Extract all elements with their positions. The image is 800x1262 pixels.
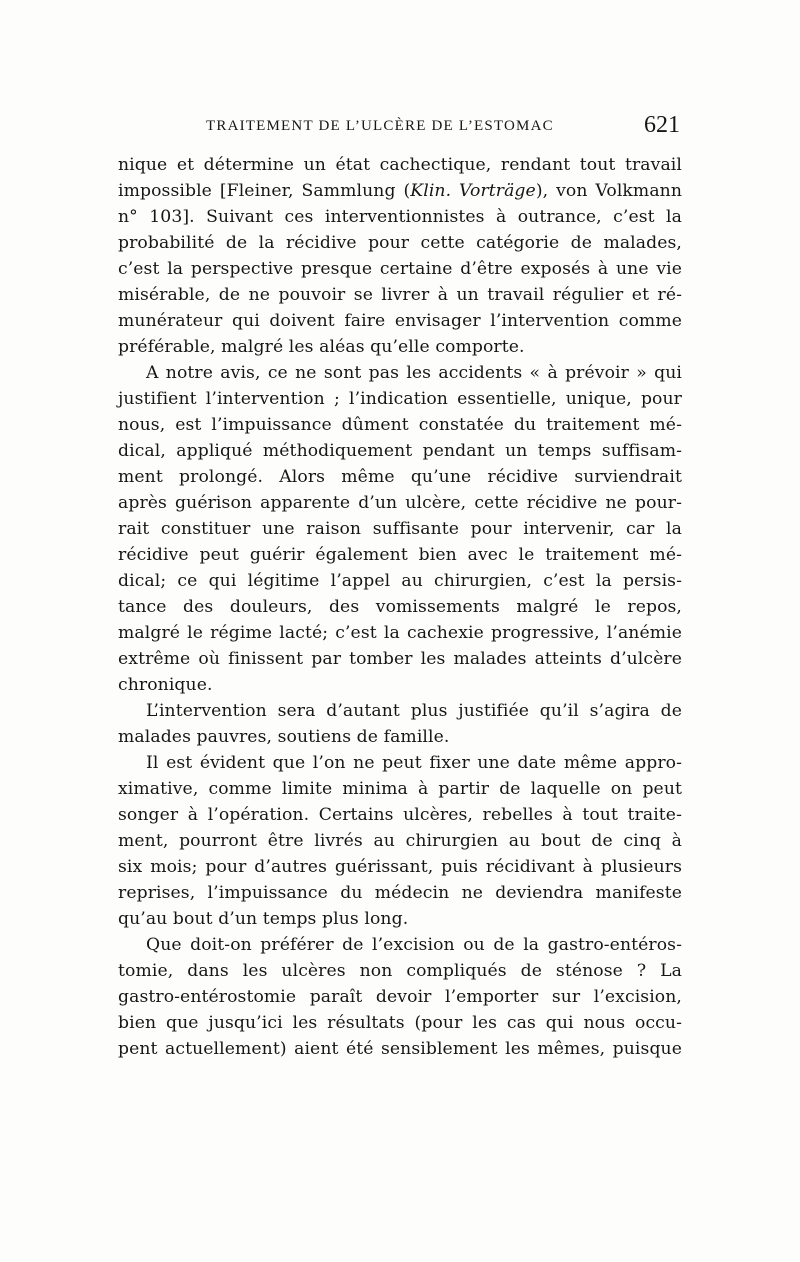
- text-line: pent actuellement) aient été sensiblement les mêmes, puisque: [118, 1039, 682, 1059]
- text-line: malades pauvres, soutiens de famille.: [118, 727, 450, 747]
- text-line: ment prolongé. Alors même qu’une récidive surviendrait: [118, 467, 682, 487]
- text-line: qu’au bout d’un temps plus long.: [118, 909, 409, 929]
- text-line: songer à l’opération. Certains ulcères, rebelles à tout traite-: [118, 805, 682, 825]
- running-head: [118, 112, 682, 146]
- text-line: rait constituer une raison suffisante pour intervenir, car la: [118, 519, 682, 539]
- text-line: justifient l’intervention ; l’indication essentielle, unique, pour: [118, 389, 682, 409]
- text-line: n° 103]. Suivant ces interventionnistes à outrance, c’est la: [118, 207, 682, 227]
- text-line: probabilité de la récidive pour cette catégorie de malades,: [118, 233, 682, 253]
- text-line: nique et détermine un état cachectique, rendant tout travail: [118, 155, 682, 175]
- text-line: A notre avis, ce ne sont pas les accidents « à prévoir » qui: [146, 363, 682, 383]
- text-line: reprises, l’impuissance du médecin ne deviendra manifeste: [118, 883, 682, 903]
- text-line: impossible [Fleiner, Sammlung (Klin. Vorträge), von Volkmann: [118, 181, 683, 201]
- paragraph-5: [118, 932, 682, 1062]
- paragraph-2: [118, 360, 682, 698]
- page-number: 621: [644, 112, 680, 138]
- text-line: c’est la perspective presque certaine d’être exposés à une vie: [118, 259, 682, 279]
- paragraph-4: [118, 750, 682, 932]
- text-line: L’intervention sera d’autant plus justifiée qu’il s’agira de: [146, 701, 682, 721]
- text-line: ment, pourront être livrés au chirurgien au bout de cinq à: [118, 831, 682, 851]
- text-line: dical; ce qui légitime l’appel au chirurgien, c’est la persis-: [118, 571, 682, 591]
- text-line: après guérison apparente d’un ulcère, cette récidive ne pour-: [118, 493, 682, 513]
- text-line: ximative, comme limite minima à partir de laquelle on peut: [118, 779, 682, 799]
- text-line: malgré le régime lacté; c’est la cachexie progressive, l’anémie: [118, 623, 682, 643]
- citation-title: Klin. Vorträge: [410, 181, 536, 201]
- paragraph-1: [118, 152, 682, 360]
- text-line: six mois; pour d’autres guérissant, puis récidivant à plusieurs: [118, 857, 682, 877]
- text-line: Il est évident que l’on ne peut fixer une date même appro-: [146, 753, 682, 773]
- text-line: extrême où finissent par tomber les malades atteints d’ulcère: [118, 649, 682, 669]
- text-line: chronique.: [118, 675, 213, 695]
- text-line: misérable, de ne pouvoir se livrer à un travail régulier et ré-: [118, 285, 682, 305]
- running-title: TRAITEMENT DE L’ULCÈRE DE L’ESTOMAC: [206, 118, 554, 134]
- text-line: récidive peut guérir également bien avec le traitement mé-: [118, 545, 682, 565]
- body-text: [118, 152, 682, 1062]
- text-line: gastro-entérostomie paraît devoir l’emporter sur l’excision,: [118, 987, 682, 1007]
- text-line: nous, est l’impuissance dûment constatée du traitement mé-: [118, 415, 682, 435]
- text-line: bien que jusqu’ici les résultats (pour les cas qui nous occu-: [118, 1013, 682, 1033]
- paragraph-3: [118, 698, 682, 750]
- text-line: dical, appliqué méthodiquement pendant un temps suffisam-: [118, 441, 682, 461]
- text-line: munérateur qui doivent faire envisager l’intervention comme: [118, 311, 682, 331]
- text-line: tance des douleurs, des vomissements malgré le repos,: [118, 597, 682, 617]
- text-line: tomie, dans les ulcères non compliqués de sténose ? La: [118, 961, 682, 981]
- text-line: Que doit-on préférer de l’excision ou de la gastro-entéros-: [146, 935, 682, 955]
- text-line: préférable, malgré les aléas qu’elle comporte.: [118, 337, 525, 357]
